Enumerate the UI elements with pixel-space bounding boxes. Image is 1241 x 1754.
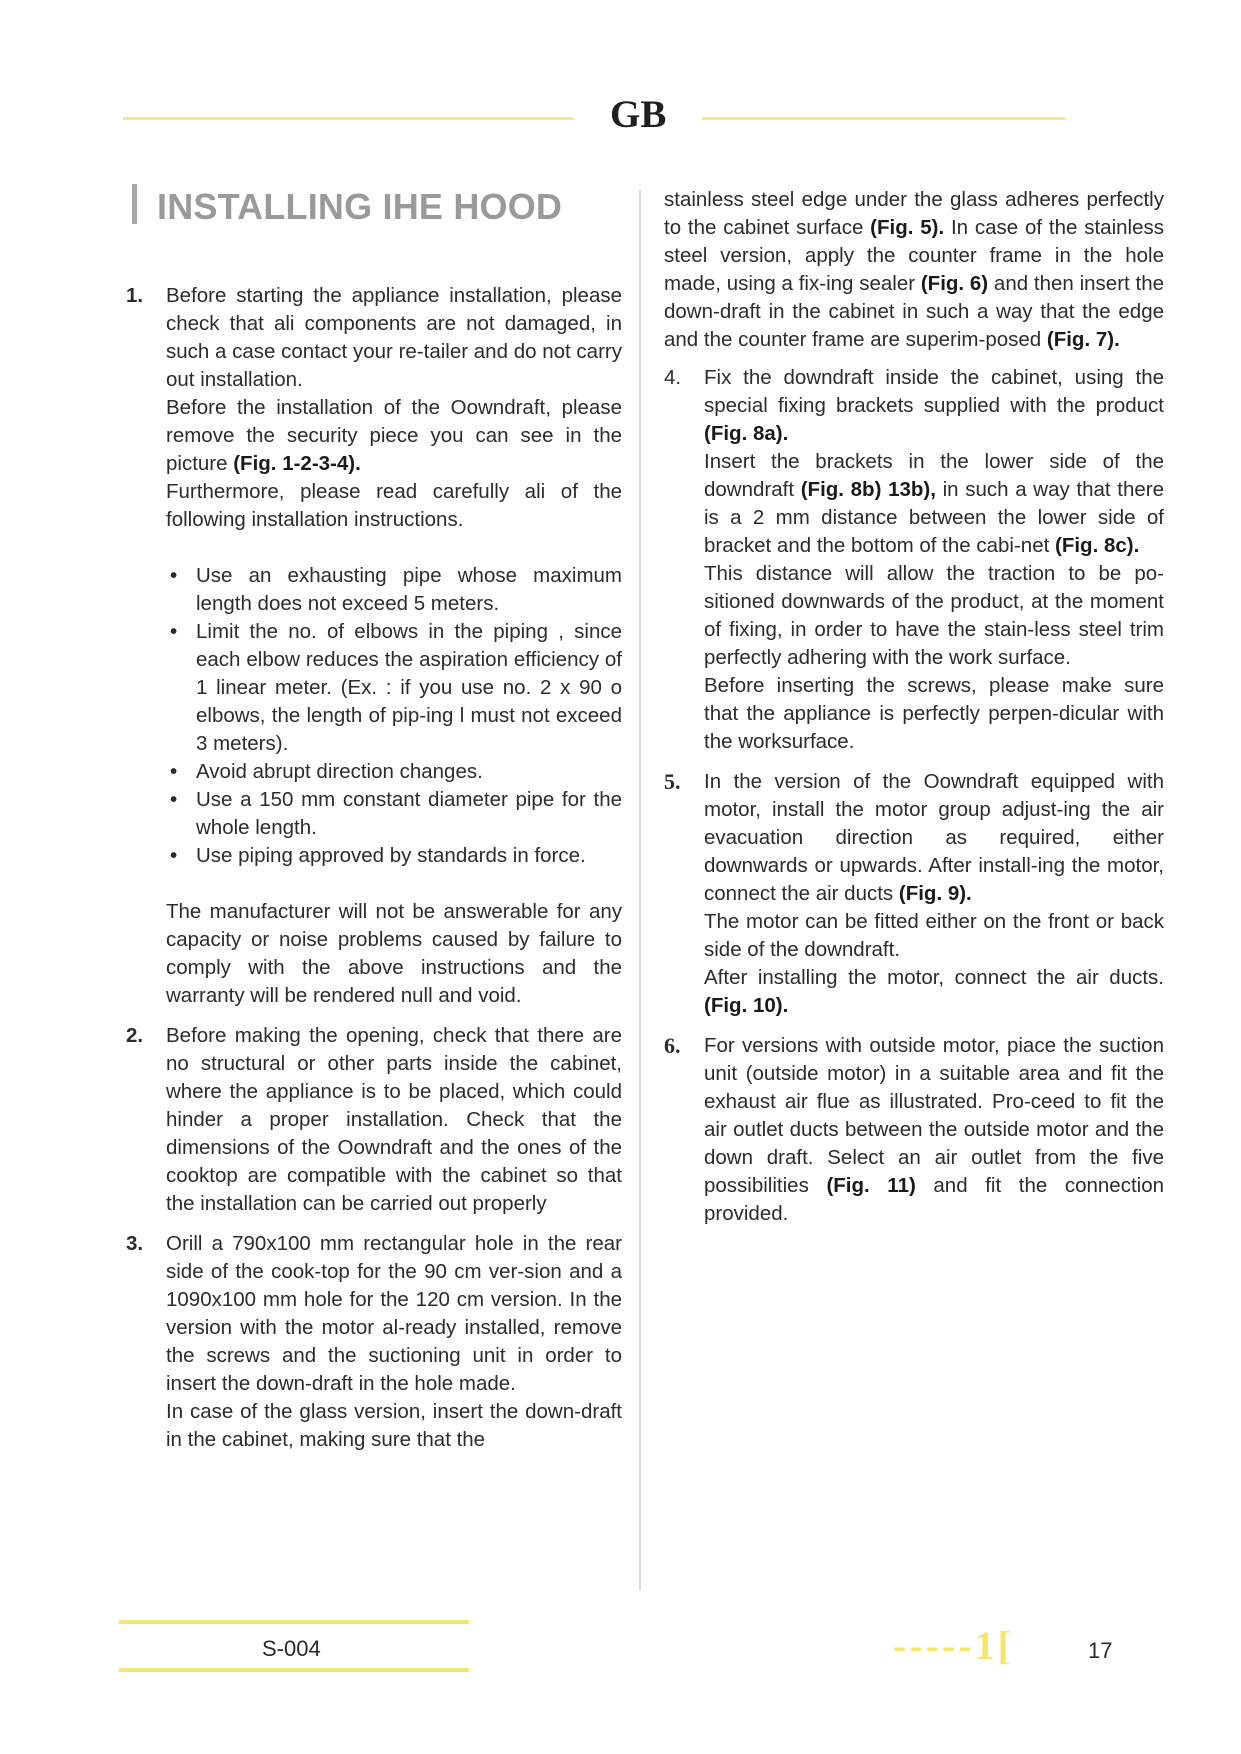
model-code: S-004: [262, 1636, 321, 1661]
list-item: • Avoid abrupt direction changes.: [166, 758, 622, 786]
piping-guidelines-list: [166, 562, 622, 870]
column-divider: [639, 190, 641, 1590]
step-5-ducts: After installing the motor, connect the air ducts. (Fig. 10).: [704, 966, 1164, 1017]
list-item: • Use an exhausting pipe whose maximum length does not exceed 5 meters.: [166, 562, 622, 618]
figure-reference: (Fig. 10).: [704, 994, 789, 1017]
section-title: INSTALLING IHE HOOD: [157, 186, 563, 227]
step-3-glass-version: In case of the glass version, insert the down-draft in the cabinet, making sure that the: [166, 1400, 622, 1451]
step-3-drilling: Orill a 790x100 mm rectangular hole in the rear side of the cook-top for the 90 cm ver-sion and a 1090x100 mm hole for the 120 cm version. In the version with the motor al-ready installed, remove the screws and the suctioning unit in order to insert the down-draft in the hole made.: [166, 1232, 622, 1395]
step-2-text: Before making the opening, check that there are no structural or other parts inside the cabinet, where the appliance is to be placed, which could hinder a proper installation. Check that the dimensions of the Oowndraft and the ones of the cooktop are compatible with the cabinet so that the installation can be carried out properly: [166, 1024, 622, 1215]
title-accent-bar: [132, 184, 137, 224]
footer-rule-bottom: [119, 1668, 469, 1672]
step-5-placement: The motor can be fitted either on the front or back side of the downdraft.: [704, 910, 1164, 961]
figure-reference: (Fig. 7).: [1046, 328, 1120, 351]
step-4-distance: This distance will allow the traction to be po-sitioned downwards of the product, at the moment of fixing, in order to have the stain-less steel trim perfectly adhering with the work surface.: [704, 562, 1164, 669]
step-1-intro: Before starting the appliance installation, please check that ali components are not damaged, in such a case contact your re-tailer and do not carry out installation.: [166, 284, 622, 391]
figure-reference: (Fig. 5).: [870, 216, 945, 239]
figure-reference: (Fig. 8b) 13b),: [800, 478, 936, 501]
figure-reference: (Fig. 8a).: [704, 422, 789, 445]
step-4-brackets: Insert the brackets in the lower side of the downdraft (Fig. 8b) 13b), in such a way that there is a 2 mm distance between the lower side of bracket and the bottom of the cabi-net (Fig. 8c).: [704, 450, 1165, 557]
footer-decoration: -----1[: [893, 1623, 1014, 1668]
step-2: [126, 1022, 622, 1218]
step-number: 5.: [664, 769, 681, 794]
page-number: 17: [1088, 1638, 1113, 1663]
step-4-fix: Fix the downdraft inside the cabinet, using the special fixing brackets supplied with the product (Fig. 8a).: [704, 366, 1164, 445]
step-3: [126, 1230, 622, 1454]
step-number: 3.: [126, 1232, 144, 1255]
warranty-notice: The manufacturer will not be answerable for any capacity or noise problems caused by failure to comply with the above instructions and the warranty will be rendered null and void.: [166, 900, 622, 1007]
figure-reference: (Fig. 1-2-3-4).: [233, 452, 361, 475]
list-item: • Use piping approved by standards in force.: [166, 842, 622, 870]
figure-reference: (Fig. 11): [826, 1174, 916, 1197]
step-1-security: Before the installation of the Oowndraft, please remove the security piece you can see in the picture (Fig. 1-2-3-4).: [166, 396, 622, 475]
step-6: [664, 1032, 1164, 1228]
figure-reference: (Fig. 6): [920, 272, 989, 295]
footer-rule-top: [119, 1620, 469, 1624]
left-column: [126, 282, 622, 1454]
list-item: • Limit the no. of elbows in the piping , since each elbow reduces the aspiration efficiency of 1 linear meter. (Ex. : if you use no. 2 x 90 o elbows, the length of pip-ing l must not exceed 3 meters).: [166, 618, 622, 758]
step-1-read-instructions: Furthermore, please read carefully ali of the following installation instructions.: [166, 480, 622, 531]
step-5-motor: In the version of the Oowndraft equipped with motor, install the motor group adjust-ing the air evacuation direction as required, either downwards or upwards. After install-ing the motor, connect the air ducts (Fig. 9).: [704, 770, 1164, 905]
step-number: 1.: [126, 284, 144, 307]
right-column: [664, 186, 1164, 1228]
step-4: [664, 364, 1164, 756]
step-3-continued: stainless steel edge under the glass adheres perfectly to the cabinet surface (Fig. 5). In case of the stainless steel version, apply the counter frame in the hole made, using a fix-ing sealer (Fig. 6) and then insert the down-draft in the cabinet in such a way that the edge and the counter frame are superim-posed (Fig. 7).: [664, 188, 1165, 351]
language-code: GB: [610, 93, 667, 136]
step-number: 4.: [664, 366, 682, 389]
step-5: [664, 768, 1164, 1020]
list-item: • Use a 150 mm constant diameter pipe for the whole length.: [166, 786, 622, 842]
step-number: 2.: [126, 1024, 144, 1047]
header-rule-left: [123, 117, 573, 120]
step-number: 6.: [664, 1033, 681, 1058]
step-6-outside-motor: For versions with outside motor, piace the suction unit (outside motor) in a suitable area and fit the exhaust air flue as illustrated. Pro-ceed to fit the air outlet ducts between the outside motor and the down draft. Select an air outlet from the five possibilities (Fig. 11) and fit the connection provided.: [704, 1034, 1164, 1225]
figure-reference: (Fig. 9).: [898, 882, 972, 905]
step-1: [126, 282, 622, 534]
figure-reference: (Fig. 8c).: [1055, 534, 1140, 557]
step-4-screws: Before inserting the screws, please make sure that the appliance is perfectly perpen-dicular with the worksurface.: [704, 674, 1164, 753]
header-rule-right: [702, 117, 1065, 120]
